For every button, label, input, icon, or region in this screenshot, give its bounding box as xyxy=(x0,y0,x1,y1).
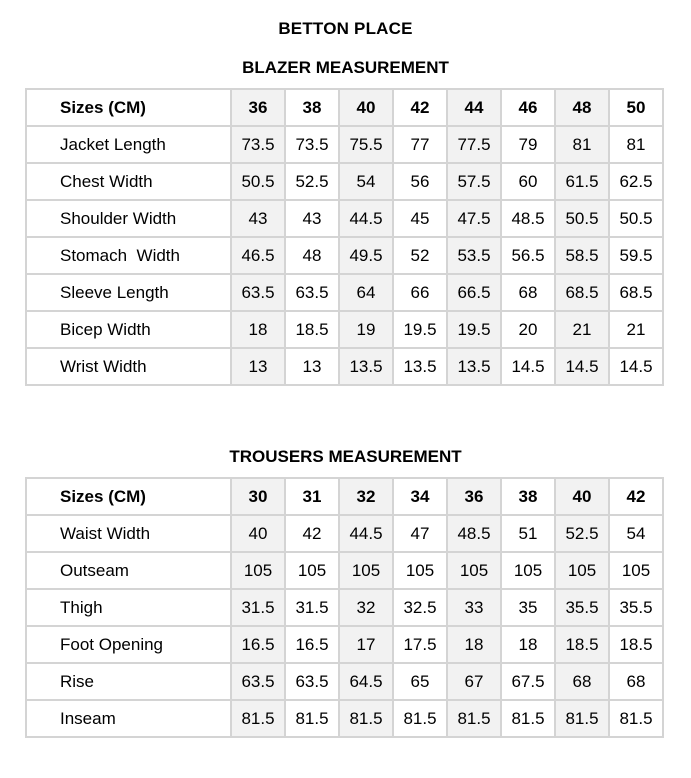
cell-value: 43 xyxy=(285,200,339,237)
cell-value: 57.5 xyxy=(447,163,501,200)
cell-value: 73.5 xyxy=(231,126,285,163)
cell-value: 21 xyxy=(609,311,663,348)
cell-value: 77.5 xyxy=(447,126,501,163)
table-row xyxy=(26,515,663,552)
blazer-header-label: Sizes (CM) xyxy=(26,89,231,126)
cell-value: 67.5 xyxy=(501,663,555,700)
cell-value: 68 xyxy=(609,663,663,700)
cell-value: 48.5 xyxy=(501,200,555,237)
cell-value: 77 xyxy=(393,126,447,163)
blazer-size-header: 36 xyxy=(231,89,285,126)
cell-value: 68 xyxy=(501,274,555,311)
table-row xyxy=(26,589,663,626)
table-row xyxy=(26,552,663,589)
row-label: Wrist Width xyxy=(26,348,231,385)
cell-value: 40 xyxy=(231,515,285,552)
cell-value: 105 xyxy=(447,552,501,589)
blazer-size-header: 42 xyxy=(393,89,447,126)
cell-value: 17 xyxy=(339,626,393,663)
table-row xyxy=(26,163,663,200)
row-label: Sleeve Length xyxy=(26,274,231,311)
trousers-size-header: 32 xyxy=(339,478,393,515)
blazer-section-title: BLAZER MEASUREMENT xyxy=(242,58,449,77)
cell-value: 13 xyxy=(231,348,285,385)
blazer-size-header: 50 xyxy=(609,89,663,126)
table-row xyxy=(26,274,663,311)
cell-value: 81.5 xyxy=(393,700,447,737)
cell-value: 81.5 xyxy=(231,700,285,737)
cell-value: 14.5 xyxy=(609,348,663,385)
cell-value: 18 xyxy=(231,311,285,348)
cell-value: 54 xyxy=(339,163,393,200)
cell-value: 50.5 xyxy=(609,200,663,237)
cell-value: 47.5 xyxy=(447,200,501,237)
cell-value: 73.5 xyxy=(285,126,339,163)
cell-value: 105 xyxy=(501,552,555,589)
trousers-size-table xyxy=(25,477,664,738)
cell-value: 81.5 xyxy=(447,700,501,737)
cell-value: 53.5 xyxy=(447,237,501,274)
cell-value: 105 xyxy=(393,552,447,589)
table-row xyxy=(26,237,663,274)
cell-value: 81.5 xyxy=(339,700,393,737)
cell-value: 68.5 xyxy=(555,274,609,311)
trousers-size-header: 40 xyxy=(555,478,609,515)
cell-value: 105 xyxy=(339,552,393,589)
cell-value: 14.5 xyxy=(501,348,555,385)
cell-value: 19.5 xyxy=(447,311,501,348)
trousers-size-header: 30 xyxy=(231,478,285,515)
cell-value: 35 xyxy=(501,589,555,626)
blazer-size-header: 48 xyxy=(555,89,609,126)
table-row xyxy=(26,348,663,385)
cell-value: 35.5 xyxy=(555,589,609,626)
cell-value: 61.5 xyxy=(555,163,609,200)
cell-value: 35.5 xyxy=(609,589,663,626)
cell-value: 19.5 xyxy=(393,311,447,348)
row-label: Inseam xyxy=(26,700,231,737)
cell-value: 14.5 xyxy=(555,348,609,385)
blazer-size-header: 40 xyxy=(339,89,393,126)
cell-value: 75.5 xyxy=(339,126,393,163)
cell-value: 56 xyxy=(393,163,447,200)
cell-value: 63.5 xyxy=(285,274,339,311)
blazer-header-row xyxy=(26,89,663,126)
cell-value: 64.5 xyxy=(339,663,393,700)
cell-value: 18 xyxy=(447,626,501,663)
cell-value: 13.5 xyxy=(393,348,447,385)
cell-value: 13 xyxy=(285,348,339,385)
row-label: Bicep Width xyxy=(26,311,231,348)
cell-value: 68 xyxy=(555,663,609,700)
table-row xyxy=(26,663,663,700)
blazer-size-header: 38 xyxy=(285,89,339,126)
cell-value: 50.5 xyxy=(555,200,609,237)
cell-value: 18.5 xyxy=(609,626,663,663)
cell-value: 33 xyxy=(447,589,501,626)
cell-value: 79 xyxy=(501,126,555,163)
cell-value: 67 xyxy=(447,663,501,700)
cell-value: 13.5 xyxy=(447,348,501,385)
cell-value: 16.5 xyxy=(231,626,285,663)
row-label: Foot Opening xyxy=(26,626,231,663)
cell-value: 58.5 xyxy=(555,237,609,274)
blazer-size-header: 44 xyxy=(447,89,501,126)
cell-value: 65 xyxy=(393,663,447,700)
table-row xyxy=(26,200,663,237)
table-row xyxy=(26,626,663,663)
cell-value: 62.5 xyxy=(609,163,663,200)
cell-value: 44.5 xyxy=(339,515,393,552)
cell-value: 48.5 xyxy=(447,515,501,552)
cell-value: 60 xyxy=(501,163,555,200)
cell-value: 63.5 xyxy=(231,274,285,311)
cell-value: 56.5 xyxy=(501,237,555,274)
blazer-size-table xyxy=(25,88,664,386)
cell-value: 51 xyxy=(501,515,555,552)
cell-value: 31.5 xyxy=(285,589,339,626)
cell-value: 19 xyxy=(339,311,393,348)
row-label: Waist Width xyxy=(26,515,231,552)
cell-value: 81.5 xyxy=(609,700,663,737)
row-label: Rise xyxy=(26,663,231,700)
cell-value: 46.5 xyxy=(231,237,285,274)
cell-value: 66.5 xyxy=(447,274,501,311)
table-row xyxy=(26,311,663,348)
cell-value: 47 xyxy=(393,515,447,552)
row-label: Jacket Length xyxy=(26,126,231,163)
cell-value: 52.5 xyxy=(555,515,609,552)
table-row xyxy=(26,126,663,163)
cell-value: 59.5 xyxy=(609,237,663,274)
trousers-size-header: 36 xyxy=(447,478,501,515)
cell-value: 81.5 xyxy=(501,700,555,737)
cell-value: 13.5 xyxy=(339,348,393,385)
cell-value: 18.5 xyxy=(285,311,339,348)
row-label: Chest Width xyxy=(26,163,231,200)
cell-value: 52 xyxy=(393,237,447,274)
trousers-section-title: TROUSERS MEASUREMENT xyxy=(229,447,462,466)
cell-value: 18.5 xyxy=(555,626,609,663)
cell-value: 66 xyxy=(393,274,447,311)
cell-value: 81 xyxy=(555,126,609,163)
cell-value: 63.5 xyxy=(231,663,285,700)
cell-value: 81 xyxy=(609,126,663,163)
row-label: Thigh xyxy=(26,589,231,626)
table-row xyxy=(26,700,663,737)
cell-value: 105 xyxy=(231,552,285,589)
cell-value: 42 xyxy=(285,515,339,552)
cell-value: 52.5 xyxy=(285,163,339,200)
page-title: BETTON PLACE xyxy=(278,19,413,38)
cell-value: 44.5 xyxy=(339,200,393,237)
cell-value: 32.5 xyxy=(393,589,447,626)
cell-value: 105 xyxy=(609,552,663,589)
cell-value: 20 xyxy=(501,311,555,348)
row-label: Shoulder Width xyxy=(26,200,231,237)
cell-value: 68.5 xyxy=(609,274,663,311)
row-label: Stomach Width xyxy=(26,237,231,274)
cell-value: 31.5 xyxy=(231,589,285,626)
trousers-header-label: Sizes (CM) xyxy=(26,478,231,515)
trousers-size-header: 31 xyxy=(285,478,339,515)
trousers-size-header: 42 xyxy=(609,478,663,515)
cell-value: 48 xyxy=(285,237,339,274)
cell-value: 64 xyxy=(339,274,393,311)
cell-value: 16.5 xyxy=(285,626,339,663)
trousers-header-row xyxy=(26,478,663,515)
trousers-size-header: 38 xyxy=(501,478,555,515)
trousers-size-header: 34 xyxy=(393,478,447,515)
cell-value: 81.5 xyxy=(285,700,339,737)
cell-value: 18 xyxy=(501,626,555,663)
cell-value: 81.5 xyxy=(555,700,609,737)
cell-value: 50.5 xyxy=(231,163,285,200)
cell-value: 43 xyxy=(231,200,285,237)
cell-value: 45 xyxy=(393,200,447,237)
cell-value: 105 xyxy=(285,552,339,589)
cell-value: 54 xyxy=(609,515,663,552)
blazer-size-header: 46 xyxy=(501,89,555,126)
cell-value: 21 xyxy=(555,311,609,348)
cell-value: 49.5 xyxy=(339,237,393,274)
cell-value: 32 xyxy=(339,589,393,626)
row-label: Outseam xyxy=(26,552,231,589)
cell-value: 63.5 xyxy=(285,663,339,700)
cell-value: 17.5 xyxy=(393,626,447,663)
cell-value: 105 xyxy=(555,552,609,589)
